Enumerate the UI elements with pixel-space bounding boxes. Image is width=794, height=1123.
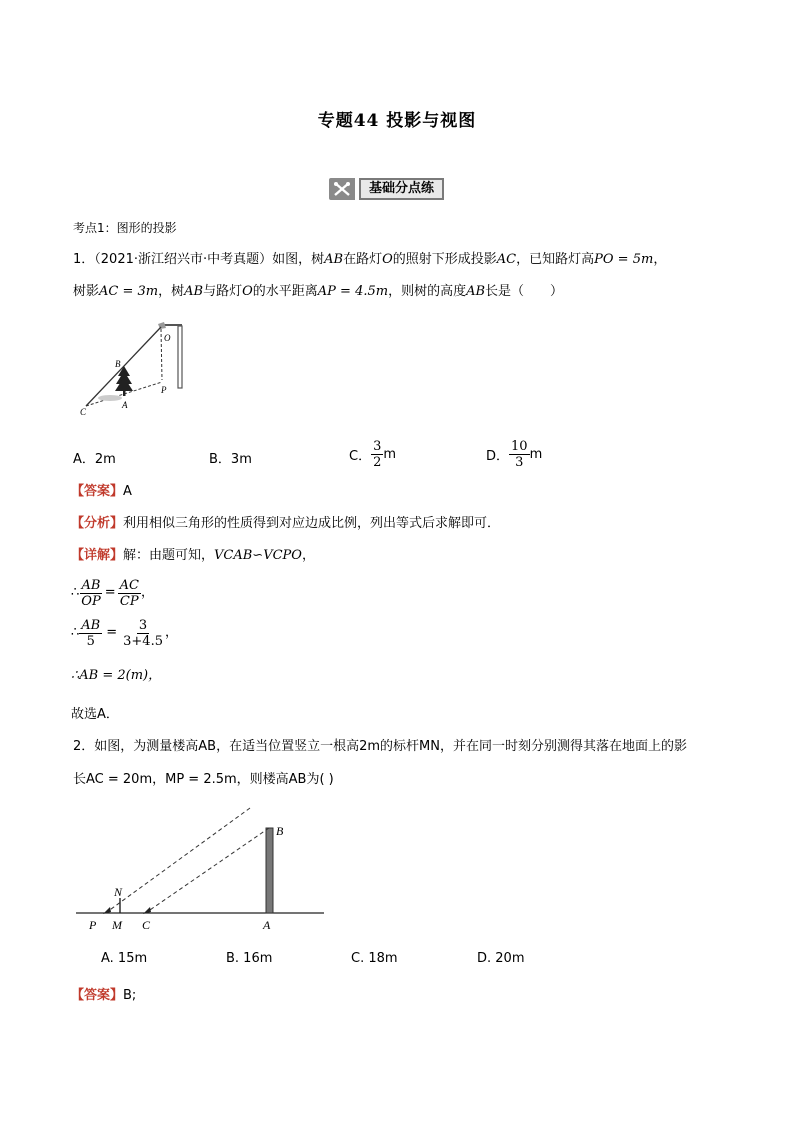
fraction bbox=[79, 618, 102, 649]
fraction-numerator: AB bbox=[81, 577, 101, 593]
option-unit: m bbox=[529, 446, 543, 462]
q1-conclusion: 故选A． bbox=[71, 707, 119, 722]
ray-to-c bbox=[147, 828, 269, 912]
lamp-post bbox=[178, 326, 182, 388]
detail-text: 解：由题可知， bbox=[123, 548, 215, 563]
fraction-denominator: 3+4.5 bbox=[123, 633, 163, 649]
fraction-denominator: 3 bbox=[515, 454, 524, 470]
fraction bbox=[118, 578, 141, 609]
therefore-sign: ∴ bbox=[71, 625, 80, 640]
q1-equation-2 bbox=[71, 614, 178, 652]
tree-shadow bbox=[98, 395, 122, 401]
equals-sign: = bbox=[106, 625, 118, 640]
q1-po-eq: PO = 5m bbox=[594, 252, 654, 267]
label-p: P bbox=[89, 918, 97, 932]
section-banner bbox=[329, 178, 444, 200]
label-p: P bbox=[161, 385, 167, 395]
q1-option-b: B．3m bbox=[209, 452, 252, 467]
q1-text: ，则树的高度 bbox=[388, 284, 467, 299]
fraction bbox=[79, 578, 102, 609]
answer-tag: 【答案】 bbox=[71, 484, 124, 499]
option-unit: m bbox=[383, 446, 397, 462]
fraction-denominator: 2 bbox=[373, 454, 382, 470]
analysis-text: 利用相似三角形的性质得到对应边成比例，列出等式后求解即可． bbox=[123, 516, 501, 531]
page-title: 专题44 投影与视图 bbox=[317, 111, 477, 131]
label-a: A bbox=[122, 400, 128, 410]
q2-stem-line1: 2．如图，为测量楼高AB，在适当位置竖立一根高2m的标杆MN，并在同一时刻分别测得其落在地面上的影 bbox=[73, 739, 687, 754]
fraction bbox=[121, 618, 165, 649]
q1-text: ， bbox=[653, 252, 667, 267]
fraction-numerator: AB bbox=[81, 617, 101, 633]
option-fraction bbox=[509, 439, 530, 470]
q1-option-d bbox=[486, 436, 542, 472]
q1-stem-line2 bbox=[73, 282, 563, 302]
q1-equation-1 bbox=[71, 574, 154, 612]
q1-ap-eq: AP = 4.5m bbox=[317, 284, 389, 299]
q1-text: ，已知路灯高 bbox=[516, 252, 595, 267]
q2-option-a: A. 15m bbox=[101, 951, 148, 966]
fraction-denominator: CP bbox=[119, 593, 139, 609]
q1-text: 1．（2021·浙江绍兴市·中考真题）如图，树 bbox=[73, 252, 325, 267]
q1-var-ab: AB bbox=[466, 284, 486, 299]
q1-text: 长是（ ） bbox=[485, 284, 564, 299]
lamp-head bbox=[158, 322, 166, 329]
answer-value: A bbox=[123, 484, 132, 499]
option-fraction bbox=[371, 439, 383, 470]
detail-text: ， bbox=[301, 548, 315, 563]
q2-option-c: C. 18m bbox=[351, 951, 398, 966]
label-b: B bbox=[276, 824, 284, 838]
q1-figure bbox=[74, 318, 204, 418]
label-b: B bbox=[115, 359, 121, 369]
q1-var-o: O bbox=[382, 252, 393, 267]
q1-var-ab: AB bbox=[184, 284, 204, 299]
label-a: A bbox=[263, 918, 271, 932]
answer-value: B; bbox=[123, 988, 137, 1003]
q1-option-c bbox=[349, 436, 396, 472]
label-m: M bbox=[112, 918, 122, 932]
q1-var-ac: AC bbox=[496, 252, 517, 267]
fraction-denominator: OP bbox=[81, 593, 101, 609]
label-n: N bbox=[114, 885, 123, 899]
q2-stem-line2: 长AC = 20m，MP = 2.5m，则楼高AB为( ) bbox=[73, 772, 334, 787]
q1-text: 的水平距离 bbox=[252, 284, 318, 299]
similarity-statement: VCAB∽VCPO bbox=[214, 548, 302, 563]
answer-tag: 【答案】 bbox=[71, 988, 124, 1003]
q2-option-b: B. 16m bbox=[226, 951, 273, 966]
fraction-numerator: 10 bbox=[511, 438, 528, 454]
option-prefix: C． bbox=[349, 448, 372, 464]
punct: ， bbox=[140, 585, 154, 600]
detail-tag: 【详解】 bbox=[71, 548, 124, 563]
q1-equation-3: ∴AB = 2(m)， bbox=[71, 668, 162, 683]
q1-analysis bbox=[71, 514, 500, 534]
analysis-tag: 【分析】 bbox=[71, 516, 124, 531]
option-prefix: D． bbox=[486, 448, 510, 464]
fraction-numerator: AC bbox=[119, 577, 139, 593]
q1-var-o: O bbox=[242, 284, 253, 299]
q1-detail bbox=[71, 546, 315, 566]
q1-text: 与路灯 bbox=[203, 284, 243, 299]
topic-heading: 考点1：图形的投影 bbox=[73, 221, 177, 235]
q2-figure bbox=[74, 806, 328, 936]
q1-text: 的照射下形成投影 bbox=[392, 252, 497, 267]
punct: ， bbox=[164, 625, 178, 640]
fraction-numerator: 3 bbox=[373, 438, 382, 454]
fraction-denominator: 5 bbox=[86, 633, 95, 649]
q1-ac-eq: AC = 3m bbox=[99, 284, 159, 299]
banner-label: 基础分点练 bbox=[359, 178, 444, 200]
q1-answer bbox=[71, 482, 132, 502]
q1-text: ，树 bbox=[158, 284, 185, 299]
q1-var-ab: AB bbox=[324, 252, 344, 267]
q2-option-d: D. 20m bbox=[477, 951, 525, 966]
q2-answer bbox=[71, 986, 136, 1006]
label-c: C bbox=[142, 918, 151, 932]
building-ab bbox=[266, 828, 273, 913]
ray-to-p bbox=[107, 808, 250, 912]
therefore-sign: ∴ bbox=[71, 585, 80, 600]
label-c: C bbox=[80, 407, 87, 417]
q1-text: 在路灯 bbox=[343, 252, 383, 267]
crossed-tools-icon bbox=[329, 178, 355, 200]
fraction-numerator: 3 bbox=[138, 617, 148, 633]
q1-stem-line1 bbox=[73, 250, 666, 270]
q1-option-a: A．2m bbox=[73, 452, 116, 467]
po-dashed bbox=[161, 329, 162, 380]
equals-sign: = bbox=[104, 585, 116, 600]
q1-text: 树影 bbox=[73, 284, 100, 299]
label-o: O bbox=[164, 333, 171, 343]
